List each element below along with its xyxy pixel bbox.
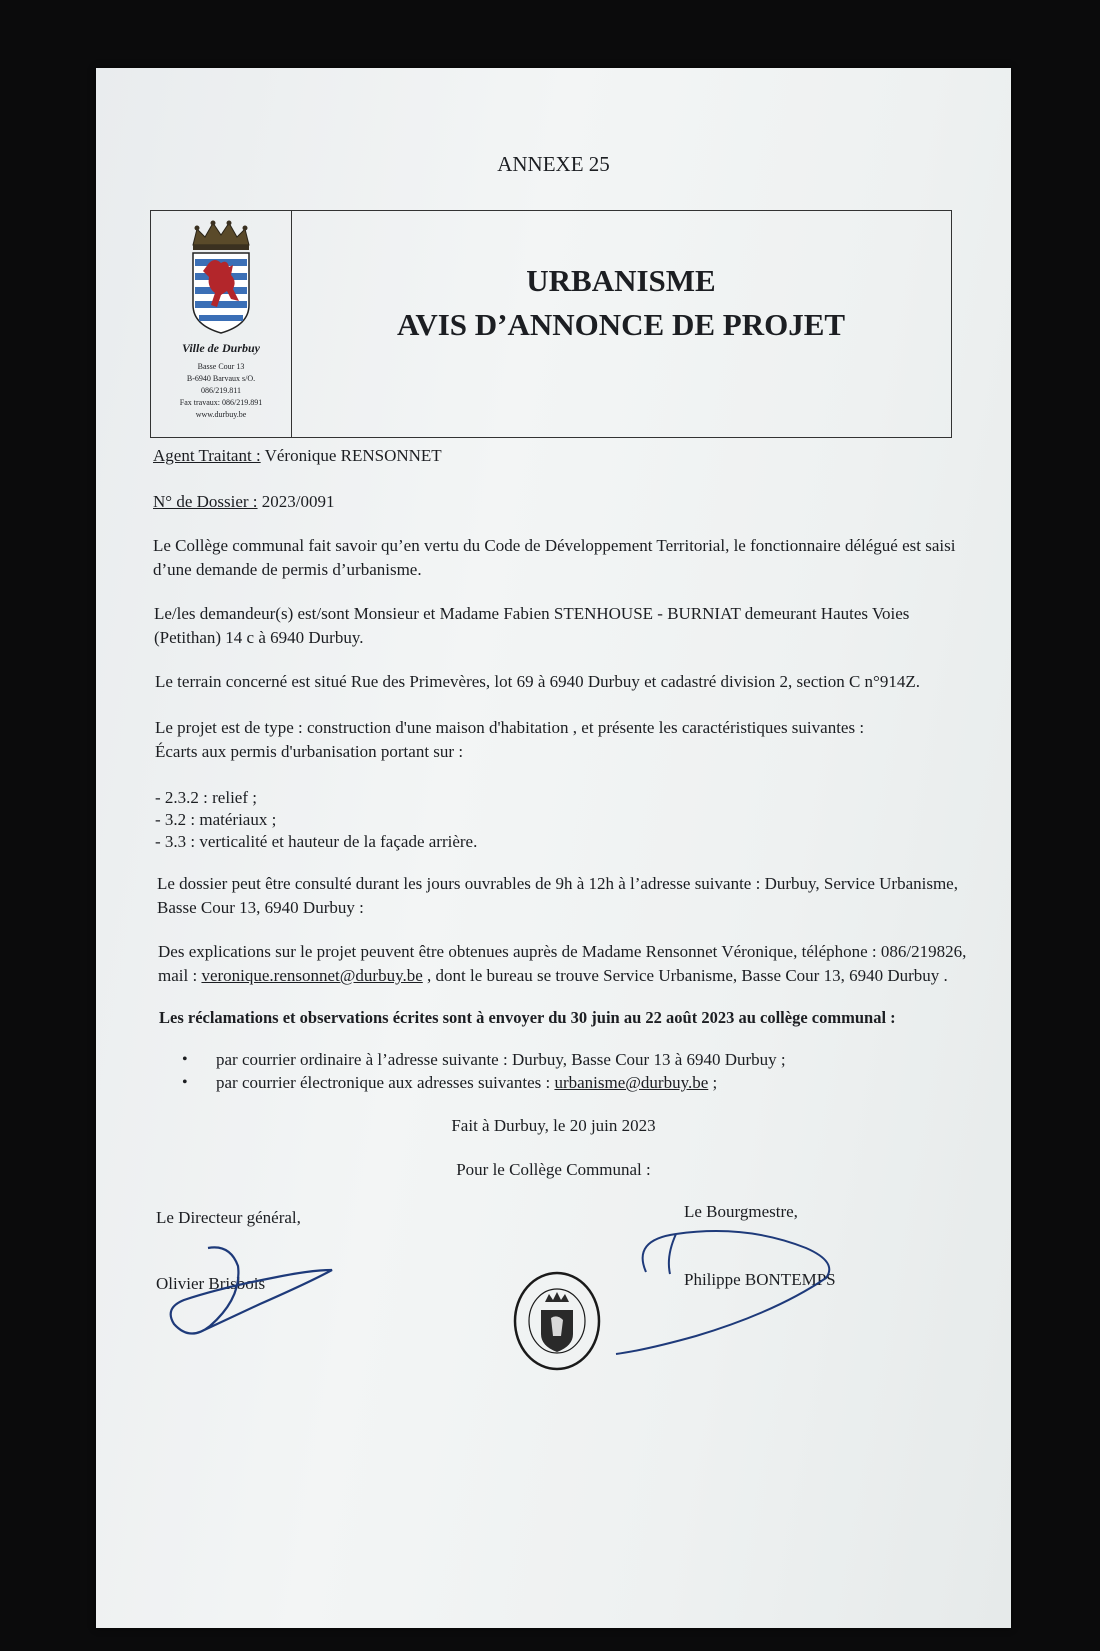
dossier-line <box>153 490 335 514</box>
title-cell <box>291 211 951 437</box>
director-signature-icon <box>160 1238 340 1348</box>
fax-line: Fax travaux: 086/219.891 <box>179 398 263 407</box>
bullet-dot: • <box>182 1051 188 1068</box>
title-urbanisme: URBANISME <box>526 263 716 298</box>
mail-prefix: mail : <box>158 966 202 985</box>
paragraph-line: Basse Cour 13, 6940 Durbuy : <box>157 898 364 917</box>
municipal-seal-icon <box>511 1268 603 1374</box>
logo-cell <box>151 211 292 437</box>
office-location: , dont le bureau se trouve Service Urbanisme, Basse Cour 13, 6940 Durbuy . <box>422 966 948 985</box>
town-name: Ville de Durbuy <box>181 341 260 355</box>
paragraph-line: Le projet est de type : construction d'une maison d'habitation , et présente les caractéristiques suivantes : <box>155 718 865 737</box>
signatory1-title: Le Directeur général, <box>156 1208 301 1227</box>
notice-paper <box>96 68 1011 1628</box>
agent-label: Agent Traitant : <box>153 446 261 465</box>
urbanisme-email-link[interactable]: urbanisme@durbuy.be <box>554 1073 709 1092</box>
bullet-text-prefix: par courrier électronique aux adresses suivantes : <box>216 1073 555 1092</box>
paragraph-line: d’une demande de permis d’urbanisme. <box>153 560 422 579</box>
address-line: B-6940 Barvaux s/O. <box>186 374 256 383</box>
bullet-text: par courrier ordinaire à l’adresse suivante : Durbuy, Basse Cour 13 à 6940 Durbuy ; <box>216 1050 786 1069</box>
agent-email-link[interactable]: veronique.rensonnet@durbuy.be <box>201 966 423 985</box>
bullet-text-suffix: ; <box>708 1073 718 1092</box>
header-box <box>150 210 952 438</box>
durbuy-crest-icon <box>187 219 255 337</box>
contact-line <box>158 964 948 988</box>
dossier-label: N° de Dossier : <box>153 492 258 511</box>
agent-line <box>153 444 442 468</box>
paragraph-line: (Petithan) 14 c à 6940 Durbuy. <box>154 628 364 647</box>
title-avis: AVIS D’ANNONCE DE PROJET <box>396 307 846 342</box>
bullet-text <box>216 1071 717 1095</box>
annexe-label: ANNEXE 25 <box>497 152 610 176</box>
pour-college-line: Pour le Collège Communal : <box>456 1160 651 1179</box>
paragraph-line: Le Collège communal fait savoir qu’en vertu du Code de Développement Territorial, le fonctionnaire délégué est saisi <box>153 536 956 555</box>
bullet-dot: • <box>182 1074 188 1091</box>
signatory1-name: Olivier Brisbois <box>156 1274 266 1293</box>
signatory2-name: Philippe BONTEMPS <box>684 1270 836 1289</box>
mayor-signature-icon <box>606 1226 906 1356</box>
address-line: Basse Cour 13 <box>197 362 245 371</box>
paragraph-line: Écarts aux permis d'urbanisation portant sur : <box>155 742 464 761</box>
dossier-value: 2023/0091 <box>257 492 335 511</box>
list-item: - 2.3.2 : relief ; <box>155 788 257 807</box>
paragraph-line: Le/les demandeur(s) est/sont Monsieur et Madame Fabien STENHOUSE - BURNIAT demeurant Hautes Voies <box>154 604 910 623</box>
phone-line: 086/219.811 <box>201 386 241 395</box>
date-line: Fait à Durbuy, le 20 juin 2023 <box>451 1116 656 1135</box>
agent-value: Véronique RENSONNET <box>260 446 442 465</box>
paragraph-line: Le dossier peut être consulté durant les jours ouvrables de 9h à 12h à l’adresse suivante : Durbuy, Service Urbanisme, <box>157 874 958 893</box>
paragraph-line: Le terrain concerné est situé Rue des Primevères, lot 69 à 6940 Durbuy et cadastré division 2, section C n°914Z. <box>155 672 920 691</box>
paragraph-line: Des explications sur le projet peuvent être obtenues auprès de Madame Rensonnet Véronique, téléphone : 086/219826, <box>158 942 967 961</box>
signatory2-title: Le Bourgmestre, <box>684 1202 798 1221</box>
list-item: - 3.3 : verticalité et hauteur de la façade arrière. <box>155 832 478 851</box>
list-item: - 3.2 : matériaux ; <box>155 810 277 829</box>
reclamations-heading: Les réclamations et observations écrites sont à envoyer du 30 juin au 22 août 2023 au collège communal : <box>159 1008 896 1027</box>
website-line: www.durbuy.be <box>195 410 247 419</box>
